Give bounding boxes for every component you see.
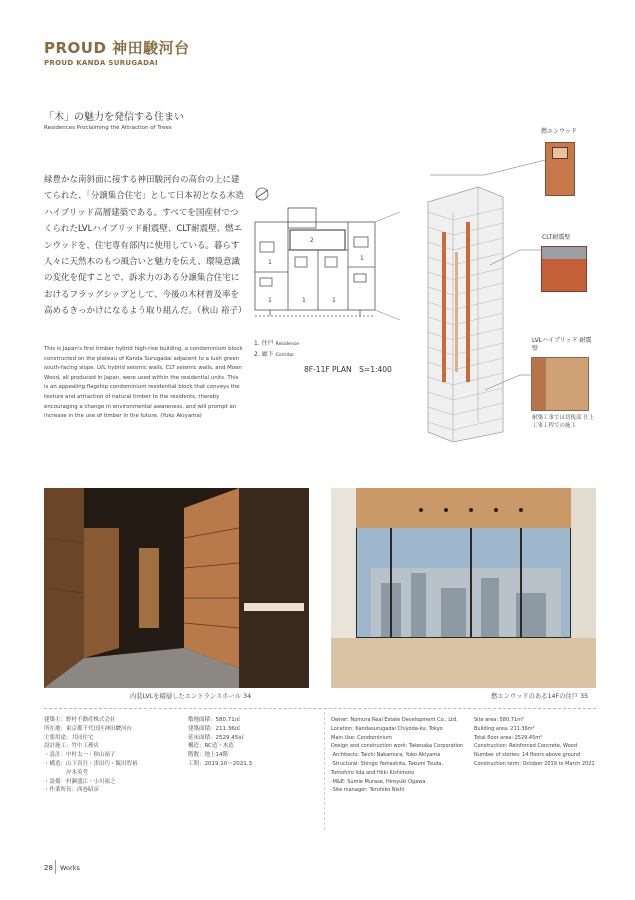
plan-room-label: 2 (310, 237, 314, 244)
section-heading-jp: 「木」の魅力を発信する住まい (44, 112, 184, 123)
label-lvl-wall: LVLハイブリッド 耐震壁 (532, 337, 592, 352)
credits-divider (44, 708, 596, 709)
photo-caption-right: 燃エンウッドのある14Fの住戸 35 (491, 693, 589, 700)
plan-room-label: 1 (360, 255, 364, 262)
section-heading-en: Residences Proclaiming the Attraction of Trees (44, 125, 172, 131)
photo-caption-left: 内装LVLを積層したエントランスホール 34 (130, 693, 252, 700)
plan-legend-item: 2. 廊下 Corridor (254, 351, 295, 358)
label-moen-wood: 燃エンウッド (541, 128, 577, 135)
credits-col-en-2: Site area: 580.71m² Building area: 211.36m² Total floor area: 2529.45m² Construction: Reinforced Concrete, Wood Number of stories: 14 floors above ground Construction term: October 2019 to March 2021 (474, 717, 595, 767)
page-subtitle: PROUD KANDA SURUGADAI (44, 59, 158, 67)
floor-plan-drawing (250, 182, 405, 332)
entrance-hall-photo (44, 488, 309, 688)
footer-divider (55, 860, 56, 874)
clt-wall-detail (541, 246, 587, 292)
body-text-en: This is Japan's first timber hybrid high-rise building, a condominium block constructed on the plateau of Kanda Surugadai adjacent to a lush green south-facing slope. LVL hybrid seismic walls, CLT seismic walls, and Moen Wood, all produced in Japan, were used within the residential units. This is an appealing flagship condominium residential block that conveys the texture and attraction of natural timber to the residents, thereby encouraging a change in environmental awareness, and will prompt an increase in the use of timber in the future. (Yuko Akiyama) (44, 346, 243, 420)
label-clt-wall: CLT耐震壁 (542, 234, 571, 241)
moen-wood-detail (545, 142, 575, 196)
plan-room-label: 1 (332, 297, 336, 304)
plan-room-label: 1 (268, 259, 272, 266)
credits-col-en-1: Owner: Nomura Real Estate Development Co., Ltd. Location: Kandasurugadai Chiyoda-ku, Tokyo Main Use: Condominium Design and construction work: Takenaka Corporation ·Architects: Taichi Nakamura, Yuko Akiyama ·Structural: Shingo Yamashita, Takumi Tsuda, Tomohiro Iida and Hiiki Kishimoto ·M&E: Sumie Murase, Hiroyuki Ogawa ·Site manager: Teruhiko Nishi (331, 717, 464, 794)
plan-title: 8F-11F PLAN S=1:400 (304, 365, 392, 374)
credits-col-jp-1: 建築主：野村不動産株式会社 所在地：東京都千代田区神田駿河台 主要用途：共同住宅 設計施工：竹中工務店 ・設計：中村太一・秋山裕子 ・構造：山下真吾・津田巧・飯田智裕 岸本英考 ・設備：村瀬盛江・小川裕之 ・作業所長：西巻昭彦 (44, 717, 138, 794)
lvl-wall-detail (531, 357, 589, 411)
plan-room-label: 1 (268, 297, 272, 304)
plan-legend-item: 1. 住戸 Residence (254, 340, 300, 347)
residence-14f-photo (331, 488, 596, 688)
footer-section: Works (60, 864, 80, 872)
page-title: PROUD 神田駿河台 (44, 39, 190, 57)
page-number: 28 (44, 864, 53, 872)
credits-column-divider (324, 712, 325, 830)
diagram-note: 耐築工事では切板部 仕上工事工程での施工 (532, 415, 595, 429)
credits-col-jp-2: 敷地面積：580.71㎡ 建築面積：211.36㎡ 延床面積：2529.45㎡ 構造：RC造・木造 階数：地上14階 工期：2019.10〜2021.3 (188, 717, 252, 767)
plan-room-label: 1 (302, 297, 306, 304)
body-text-jp: 緑豊かな南斜面に接する神田駿河台の高台の上に建てられた、「分譲集合住宅」として日本初となる木造ハイブリッド高層建築である。すべてを国産材でつくられたLVLハイブリッド耐震壁、CLT耐震壁、燃エンウッドを、住宅専有部内に使用している。暮らす人々に天然木のもつ風合いと魅力を伝え、環境意識の変化を促すことで、訴求力のある分譲集合住宅におけるフラッグシップとして、今後の木材普及率を高めるきっかけになるよう取り組んだ。（秋山 裕子） (44, 175, 247, 317)
